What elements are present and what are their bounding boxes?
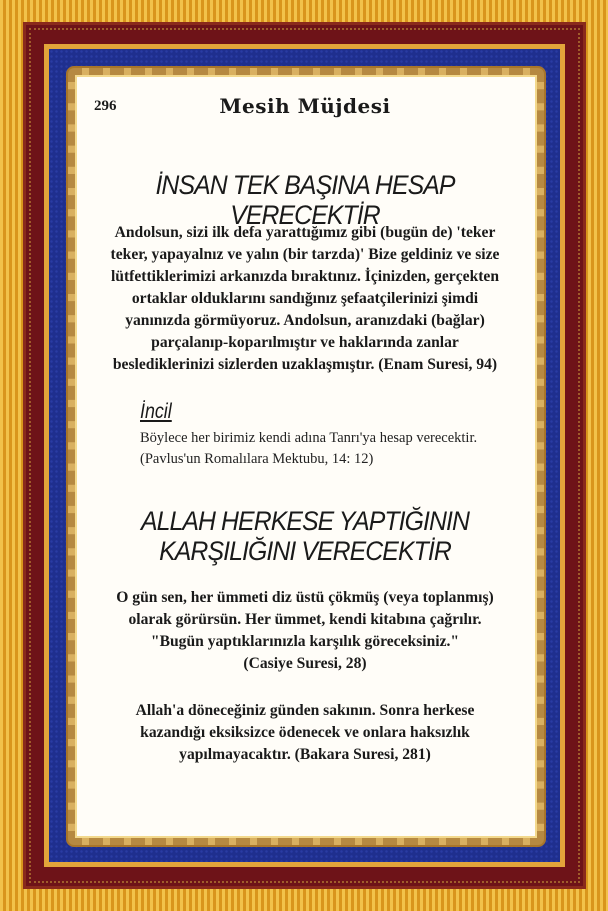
- verse-line: teker, yapayalnız ve yalın (bir tarzda)' Bize geldiniz ve size: [110, 246, 500, 263]
- verse-line: ortaklar olduklarını sandığınız şefaatçilerinizi şimdi: [131, 290, 479, 307]
- incil-quote: [140, 428, 477, 470]
- section1-verse: [82, 222, 528, 376]
- quote-line: (Pavlus'un Romalılara Mektubu, 14: 12): [140, 451, 374, 467]
- section2-verse2: [82, 700, 528, 766]
- verse-line: Andolsun, sizi ilk defa yarattığımız gibi (bugün de) 'teker: [114, 224, 496, 241]
- verse-line: lütfettiklerimizi arkanızda bıraktınız. İçinizden, gerçekten: [110, 268, 500, 285]
- verse-line: yanınızda görmüyoruz. Andolsun, aranızdaki (bağlar): [125, 312, 485, 329]
- verse-line: beslediklerinizi sizlerden uzaklaşmıştır. (Enam Suresi, 94): [112, 356, 498, 373]
- verse-line: O gün sen, her ümmeti diz üstü çökmüş (veya toplanmış): [116, 589, 494, 606]
- verse-line: Allah'a döneceğiniz günden sakının. Sonra herkese: [135, 702, 475, 719]
- section2-verse1: [82, 587, 528, 675]
- book-page: [82, 82, 528, 842]
- verse-line: yapılmayacaktır. (Bakara Suresi, 281): [179, 746, 431, 763]
- verse-line: kazandığı eksiksizce ödenecek ve onlara haksızlık: [140, 724, 470, 741]
- verse-line: "Bugün yaptıklarınızla karşılık göreceksiniz.": [150, 633, 460, 650]
- section2-heading: [100, 506, 510, 566]
- heading-line: ALLAH HERKESE YAPTIĞININ: [140, 506, 470, 536]
- quote-line: Böylece her birimiz kendi adına Tanrı'ya hesap verecektir.: [140, 430, 478, 446]
- section1-heading: İNSAN TEK BAŞINA HESAP VERECEKTİR: [155, 170, 455, 230]
- incil-label: İncil: [140, 400, 172, 423]
- page-number: 296: [94, 98, 117, 114]
- verse-line: parçalanıp-koparılmıştır ve haklarında zanlar: [151, 334, 459, 351]
- heading-line: KARŞILIĞINI VERECEKTİR: [159, 536, 451, 566]
- running-title: Mesih Müjdesi: [219, 94, 391, 118]
- verse-line: (Casiye Suresi, 28): [243, 655, 367, 672]
- verse-line: olarak görürsün. Her ümmet, kendi kitabına çağrılır.: [128, 611, 482, 628]
